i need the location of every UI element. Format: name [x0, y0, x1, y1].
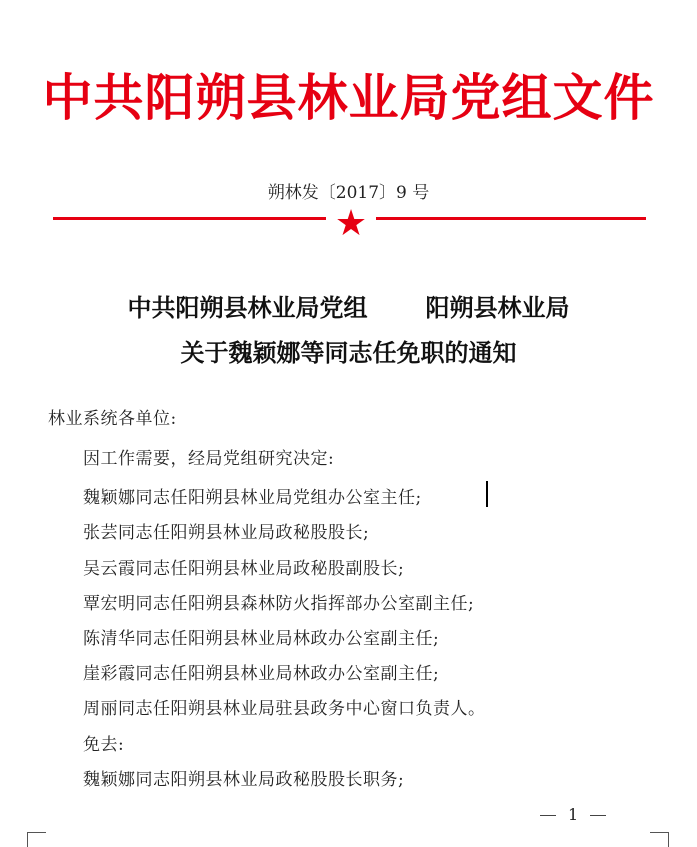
- page-corner-mark-left: [27, 832, 46, 847]
- document-title-line-2: 关于魏颖娜等同志任免职的通知: [180, 338, 517, 367]
- appointment-item: 周丽同志任阳朔县林业局驻县政务中心窗口负责人。: [83, 699, 486, 719]
- appointment-item: 覃宏明同志任阳朔县森林防火指挥部办公室副主任;: [83, 594, 475, 614]
- dismissal-label: 免去:: [83, 735, 125, 755]
- page-number: 1: [568, 805, 579, 824]
- header-divider-left: [53, 217, 326, 220]
- page-corner-mark-right: [650, 832, 669, 847]
- salutation: 林业系统各单位:: [48, 409, 177, 429]
- appointment-item: 张芸同志任阳朔县林业局政秘股股长;: [83, 523, 370, 543]
- footer-dash-right: [590, 815, 606, 816]
- appointment-item: 崖彩霞同志任阳朔县林业局林政办公室副主任;: [83, 664, 440, 684]
- text-cursor: [486, 481, 488, 507]
- title-issuer-party: 中共阳朔县林业局党组: [127, 293, 368, 322]
- intro-paragraph: 因工作需要，经局党组研究决定:: [83, 449, 335, 469]
- title-issuer-bureau: 阳朔县林业局: [425, 293, 570, 322]
- appointment-item: 魏颖娜同志任阳朔县林业局党组办公室主任;: [83, 488, 422, 508]
- dismissal-item: 魏颖娜同志阳朔县林业局政秘股股长职务;: [83, 770, 405, 790]
- document-header-title: 中共阳朔县林业局党组文件: [42, 68, 655, 127]
- star-icon: ★: [334, 203, 368, 244]
- page-number-footer: [540, 805, 630, 824]
- header-divider-right: [376, 217, 646, 220]
- document-number: 朔林发〔2017〕9 号: [267, 183, 430, 203]
- document-title-line-1: [0, 288, 697, 323]
- footer-dash-left: [540, 815, 556, 816]
- appointment-item: 陈清华同志任阳朔县林业局林政办公室副主任;: [83, 629, 440, 649]
- appointment-item: 吴云霞同志任阳朔县林业局政秘股副股长;: [83, 559, 405, 579]
